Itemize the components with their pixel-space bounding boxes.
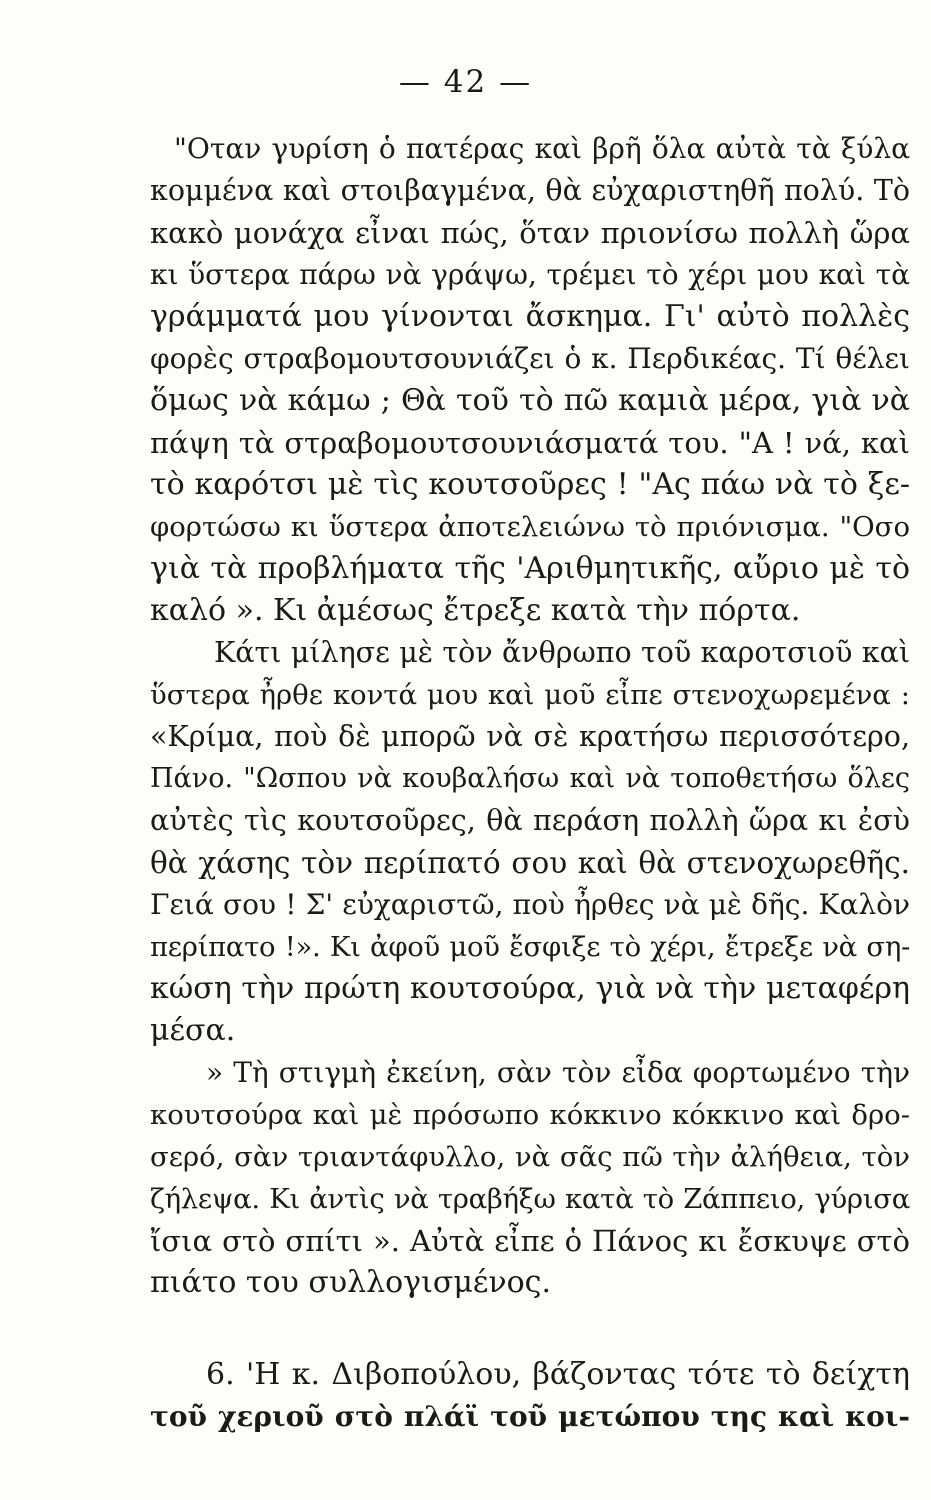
paragraph-1	[150, 128, 910, 632]
text-line: Γειά σου ! Σ' εὐχαριστῶ, ποὺ ἦρθες νὰ μὲ δῆς. Καλὸν	[150, 888, 910, 921]
text-line: καλό ». Κι ἀμέσως ἔτρεξε κατὰ τὴν πόρτα.	[150, 593, 801, 628]
page-text	[150, 128, 910, 1438]
text-line: πάψη τὰ στραβομουτσουνιάσματά του. "Α ! νά, καὶ	[150, 426, 910, 460]
text-line: » Τὴ στιγμὴ ἐκείνη, σὰν τὸν εἶδα φορτωμένο τὴν	[206, 1056, 910, 1089]
text-line: αὐτὲς τὶς κουτσοῦρες, θὰ περάση πολλὴ ὥρα κι ἐσὺ	[150, 804, 910, 837]
paragraph-2	[150, 632, 910, 1052]
paragraph-4	[150, 1354, 910, 1438]
text-line: κομμένα καὶ στοιβαγμένα, θὰ εὐχαριστηθῆ πολύ. Τὸ	[150, 174, 910, 207]
text-line: φορτώσω κι ὕστερα ἀποτελειώνω τὸ πριόνισμα. "Οσο	[150, 511, 910, 543]
text-line: Πάνο. "Ωσπου νὰ κουβαλήσω καὶ νὰ τοποθετήσω ὅλες	[150, 763, 910, 794]
text-line: πιάτο του συλλογισμένος.	[150, 1265, 552, 1300]
text-line: περίπατο !». Κι ἀφοῦ μοῦ ἔσφιξε τὸ χέρι, ἔτρεξε νὰ ση-	[150, 931, 910, 963]
text-line: τὸ καρότσι μὲ τὶς κουτσοῦρες ! "Ας πάω νὰ τὸ ξε-	[150, 467, 910, 502]
text-line: σερό, σὰν τριαντάφυλλο, νὰ σᾶς πῶ τὴν ἀλήθεια, τὸν	[150, 1141, 910, 1173]
section-gap	[150, 1304, 910, 1354]
text-line: μέσα.	[150, 1013, 236, 1048]
text-line: τοῦ χεριοῦ στὸ πλάϊ τοῦ μετώπου της καὶ κοι-	[150, 1400, 910, 1433]
text-line: Κάτι μίλησε μὲ τὸν ἄνθρωπο τοῦ καροτσιοῦ καὶ	[214, 636, 910, 669]
text-line: φορὲς στραβομουτσουνιάζει ὁ κ. Περδικέας. Τί θέλει	[150, 342, 910, 375]
text-line: κώση τὴν πρώτη κουτσούρα, γιὰ νὰ τὴν μεταφέρη	[150, 971, 910, 1006]
text-line: 6. 'Η κ. Διβοπούλου, βάζοντας τότε τὸ δείχτη	[206, 1357, 910, 1392]
text-line: «Κρίμα, ποὺ δὲ μπορῶ νὰ σὲ κρατήσω περισσότερο,	[150, 720, 910, 753]
text-line: ἴσια στὸ σπίτι ». Αὐτὰ εἶπε ὁ Πάνος κι ἔσκυψε στὸ	[150, 1224, 910, 1258]
text-line: κι ὕστερα πάρω νὰ γράψω, τρέμει τὸ χέρι μου καὶ τὰ	[150, 258, 910, 291]
paragraph-3	[150, 1052, 910, 1304]
text-line: γιὰ τὰ προβλήματα τῆς 'Αριθμητικῆς, αὔριο μὲ τὸ	[150, 551, 910, 586]
page-number: — 42 —	[398, 64, 533, 100]
text-line: θὰ χάσης τὸν περίπατό σου καὶ θὰ στενοχωρεθῆς.	[150, 846, 910, 880]
text-line: κακὸ μονάχα εἶναι πώς, ὅταν πριονίσω πολλὴ ὥρα	[150, 216, 910, 250]
text-line: ὕστερα ἦρθε κοντά μου καὶ μοῦ εἶπε στενοχωρεμένα :	[150, 679, 910, 711]
text-line: "Οταν γυρίση ὁ πατέρας καὶ βρῆ ὅλα αὐτὰ τὰ ξύλα	[174, 132, 910, 165]
text-line: κουτσούρα καὶ μὲ πρόσωπο κόκκινο κόκκινο καὶ δρο-	[150, 1099, 910, 1131]
text-line: ὅμως νὰ κάμω ; Θὰ τοῦ τὸ πῶ καμιὰ μέρα, γιὰ νὰ	[150, 383, 910, 418]
text-line: ζήλεψα. Κι ἀντὶς νὰ τραβήξω κατὰ τὸ Ζάππειο, γύρισα	[150, 1183, 910, 1215]
text-line: γράμματά μου γίνονται ἄσκημα. Γι' αὐτὸ πολλὲς	[150, 299, 910, 334]
